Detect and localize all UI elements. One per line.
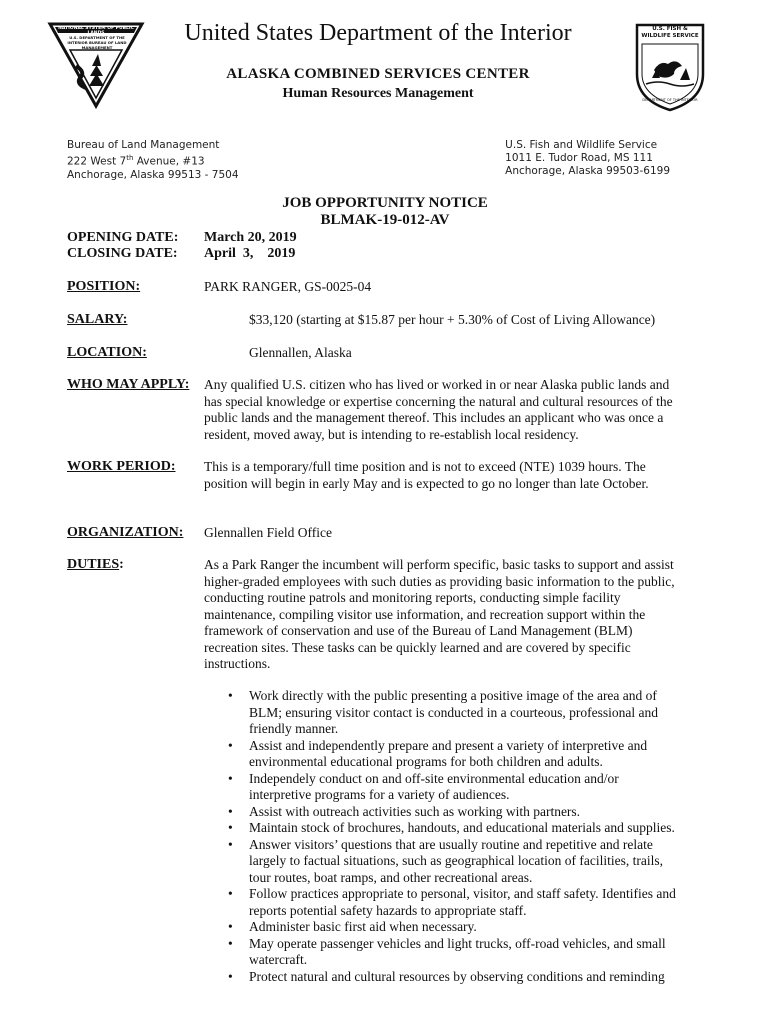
closing-date-label: CLOSING DATE: xyxy=(67,246,178,261)
fws-logo-text: U.S. FISH & WILDLIFE SERVICE xyxy=(641,26,699,39)
address-left xyxy=(67,139,239,182)
page-title: United States Department of the Interior xyxy=(184,20,572,46)
who-may-apply-value: Any qualified U.S. citizen who has lived or worked in or near Alaska public lands and has special knowledge or expertise concerning the natural and cultural resources of the public lands and the management thereof. This includes an applicant who was once a resident, moved away, but is intending to re-establish local residency. xyxy=(204,377,673,442)
list-item: • Protect natural and cultural resources by observing conditions and reminding xyxy=(228,968,665,984)
location-label: LOCATION: xyxy=(67,345,147,360)
location-value: Glennallen, Alaska xyxy=(249,345,352,360)
list-item: • Answer visitors’ questions that are usually routine and repetitive and relate largely to factual situations, such as geographical location of facilities, trails, tour routes, boat ramps, and other recreational areas. xyxy=(228,836,663,885)
list-item: • Administer basic first aid when necessary. xyxy=(228,919,477,934)
duties-description: As a Park Ranger the incumbent will perform specific, basic tasks to support and assist higher-graded employees with such duties as providing basic information to the public, conducting routine patrols and monitoring reports, conducting simple facility maintenance, compiling visitor use information, and recreation support within the framework of conservation and use of the Bureau of Land Management (BLM) recreation sites. These tasks can be quickly learned and are covered by specific instructions. xyxy=(204,557,675,671)
who-may-apply-label: WHO MAY APPLY: xyxy=(67,377,190,392)
address-left-line2: 222 West 7th Avenue, #13 xyxy=(67,154,205,168)
work-period-value: This is a temporary/full time position and is not to exceed (NTE) 1039 hours. The position will begin in early May and is expected to go no longer than late October. xyxy=(204,459,649,491)
address-right-line3: Anchorage, Alaska 99503-6199 xyxy=(505,165,670,177)
address-right xyxy=(505,139,670,178)
salary-value: $33,120 (starting at $15.87 per hour + 5.30% of Cost of Living Allowance) xyxy=(249,312,656,327)
duties-list xyxy=(228,688,681,985)
list-item: • Maintain stock of brochures, handouts, and educational materials and supplies. xyxy=(228,820,675,835)
blm-logo-subtext: U.S. DEPARTMENT OF THE INTERIOR BUREAU OF LAND MANAGEMENT xyxy=(67,35,127,50)
list-item: • May operate passenger vehicles and light trucks, off-road vehicles, and small watercraft. xyxy=(228,935,666,967)
list-item: • Work directly with the public presenting a positive image of the area and of BLM; ensuring visitor contact is conducted in a courteous, professional and friendly manner. xyxy=(228,688,659,736)
list-item: • Assist with outreach activities such as working with partners. xyxy=(228,803,581,819)
duties-label: DUTIES: xyxy=(67,557,124,572)
position-value: PARK RANGER, GS-0025-04 xyxy=(204,279,372,294)
closing-date-value: April 3, 2019 xyxy=(204,246,296,261)
list-item: • Assist and independently prepare and present a variety of interpretive and environmental educational programs for both children and adults. xyxy=(228,737,648,769)
notice-title: JOB OPPORTUNITY NOTICE xyxy=(282,195,488,211)
address-left-line1: Bureau of Land Management xyxy=(67,139,220,151)
address-left-line3: Anchorage, Alaska 99513 - 7504 xyxy=(67,168,239,181)
work-period-label: WORK PERIOD: xyxy=(67,459,176,474)
address-right-line1: U.S. Fish and Wildlife Service xyxy=(505,139,658,151)
salary-label: SALARY: xyxy=(67,312,128,327)
position-label: POSITION: xyxy=(67,279,141,294)
address-right-line2: 1011 E. Tudor Road, MS 111 xyxy=(505,152,653,164)
organization-value: Glennallen Field Office xyxy=(204,525,332,540)
organization-label: ORGANIZATION: xyxy=(67,525,184,540)
center-name: ALASKA COMBINED SERVICES CENTER xyxy=(226,66,530,82)
opening-date-value: March 20, 2019 xyxy=(204,230,297,245)
notice-number: BLMAK-19-012-AV xyxy=(320,212,450,228)
opening-date-label: OPENING DATE: xyxy=(67,230,179,245)
blm-logo-text: NATIONAL SYSTEM OF PUBLIC LANDS xyxy=(58,26,134,36)
fws-logo-subtext: DEPARTMENT OF THE INTERIOR xyxy=(642,98,698,102)
department-name: Human Resources Management xyxy=(282,86,474,101)
list-item: • Independely conduct on and off-site environmental education and/or interpretive programs for a variety of audiences. xyxy=(228,770,619,802)
list-item: • Follow practices appropriate to personal, visitor, and staff safety. Identifies and reports potential safety hazards to appropriate staff. xyxy=(228,886,676,918)
